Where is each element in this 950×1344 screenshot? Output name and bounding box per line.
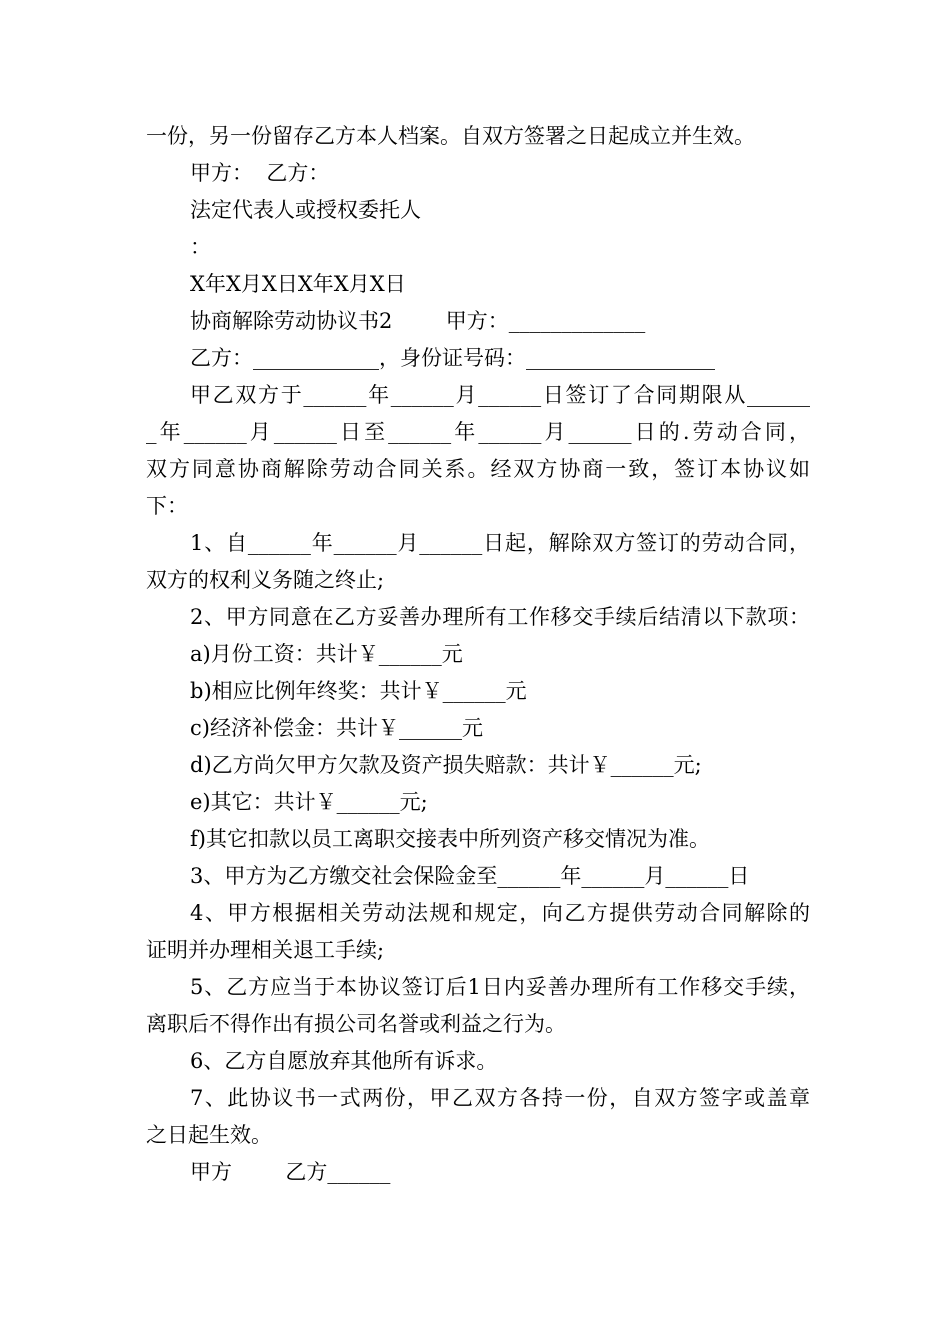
text-line: 之日起生效。 (146, 1123, 272, 1147)
text-line: 协商解除劳动协议书2 甲方：_____________ (190, 309, 646, 333)
text-line: ： (190, 235, 211, 259)
text-line: 双方同意协商解除劳动合同关系。经双方协商一致，签订本协议如 (146, 457, 810, 481)
text-line: 7、此协议书一式两份，甲乙双方各持一份，自双方签字或盖章 (190, 1086, 810, 1110)
text-line: d)乙方尚欠甲方欠款及资产损失赔款：共计￥______元; (190, 753, 702, 777)
text-line: 1、自______年______月______日起，解除双方签订的劳动合同， (190, 531, 810, 555)
text-line: 6、乙方自愿放弃其他所有诉求。 (190, 1049, 498, 1073)
text-line: 证明并办理相关退工手续; (146, 938, 385, 962)
text-line: 一份，另一份留存乙方本人档案。自双方签署之日起成立并生效。 (146, 124, 755, 148)
text-line: a)月份工资：共计￥______元 (190, 642, 463, 666)
text-line: 3、甲方为乙方缴交社会保险金至______年______月______日 (190, 864, 750, 888)
text-line: X年X月X日X年X月X日 (190, 272, 406, 296)
text-line: 法定代表人或授权委托人 (190, 198, 421, 222)
text-line: 乙方：____________，身份证号码：__________________ (190, 346, 715, 370)
text-line: e)其它：共计￥______元; (190, 790, 428, 814)
text-line: 甲乙双方于______年______月______日签订了合同期限从______ (190, 383, 810, 407)
text-line: 2、甲方同意在乙方妥善办理所有工作移交手续后结清以下款项： (190, 605, 810, 629)
text-line: 甲方 乙方______ (190, 1160, 391, 1184)
text-line: 下： (146, 494, 188, 518)
document-body (146, 118, 810, 1191)
text-line: f)其它扣款以员工离职交接表中所列资产移交情况为准。 (190, 827, 710, 851)
text-line: 甲方： 乙方： (190, 161, 330, 185)
text-line: 离职后不得作出有损公司名誉或利益之行为。 (146, 1012, 566, 1036)
text-line: b)相应比例年终奖：共计￥______元 (190, 679, 527, 703)
text-line: c)经济补偿金：共计￥______元 (190, 716, 483, 740)
text-line: _年______月______日至______年______月______日的.劳动合同， (146, 420, 810, 444)
text-line: 4、甲方根据相关劳动法规和规定，向乙方提供劳动合同解除的 (190, 901, 810, 925)
text-line: 5、乙方应当于本协议签订后1日内妥善办理所有工作移交手续， (190, 975, 810, 999)
text-line: 双方的权利义务随之终止; (146, 568, 385, 592)
